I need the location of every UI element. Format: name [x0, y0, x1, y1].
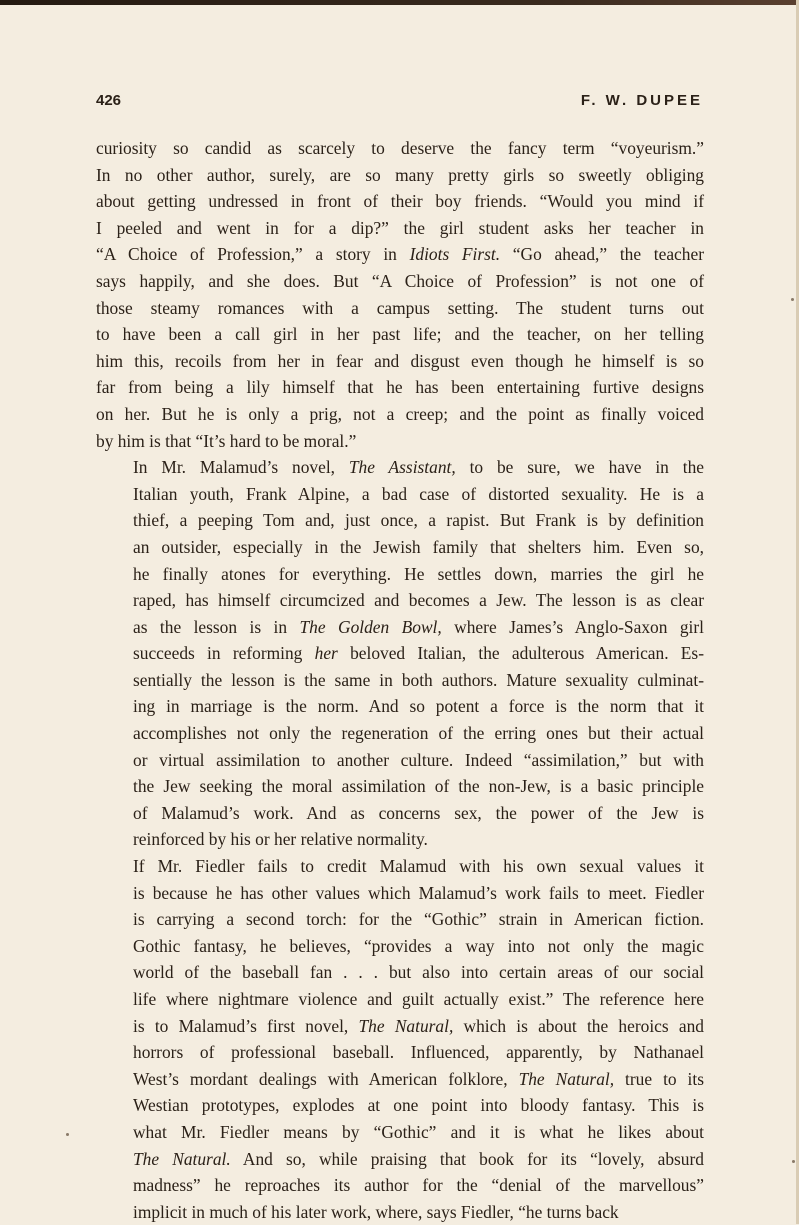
top-edge-rule [0, 0, 799, 5]
text-line [96, 880, 704, 907]
text-run: succeeds in reforming [133, 643, 315, 664]
text-line [96, 321, 704, 348]
italic-title: The Natural, [518, 1068, 615, 1089]
text-run: sentially the lesson is the same in both authors. Mature sexuality culminat- [133, 669, 704, 690]
text-run: those steamy romances with a campus setting. The student turns out [96, 297, 704, 318]
page-speck [792, 1160, 795, 1163]
text-run: him this, recoils from her in fear and disgust even though he himself is so [96, 350, 704, 371]
italic-title: her [314, 643, 338, 664]
text-run: In no other author, surely, are so many pretty girls so sweetly obliging [96, 164, 704, 185]
running-head [96, 92, 703, 114]
text-line [96, 188, 704, 215]
text-line [96, 1092, 704, 1119]
text-line [96, 268, 704, 295]
italic-title: The Natural, [358, 1015, 454, 1036]
text-run: which is about the heroics and [453, 1015, 704, 1036]
text-line [96, 241, 704, 268]
text-line [96, 933, 704, 960]
text-line [96, 401, 704, 428]
text-line [96, 906, 704, 933]
text-run: by him is that “It’s hard to be moral.” [96, 430, 357, 451]
text-line [96, 747, 704, 774]
text-run: I peeled and went in for a dip?” the girl student asks her teacher in [96, 217, 704, 238]
text-line [96, 614, 704, 641]
text-run: as the lesson is in [133, 616, 300, 637]
text-run: where James’s Anglo-Saxon girl [441, 616, 704, 637]
text-line [96, 454, 704, 481]
text-line [96, 693, 704, 720]
text-run: And so, while praising that book for its “lovely, absurd [230, 1148, 704, 1169]
text-run: true to its [614, 1068, 704, 1089]
text-line [96, 507, 704, 534]
text-run: In Mr. Malamud’s novel, [133, 457, 349, 478]
text-line [96, 534, 704, 561]
text-run: says happily, and she does. But “A Choice of Profession” is not one of [96, 270, 704, 291]
text-line [96, 374, 704, 401]
text-run: is because he has other values which Malamud’s work fails to meet. Fiedler [133, 882, 704, 903]
text-line [96, 1039, 704, 1066]
text-line [96, 667, 704, 694]
text-line [96, 295, 704, 322]
text-line [96, 853, 704, 880]
page-number: 426 [96, 92, 122, 109]
text-line [96, 826, 704, 853]
text-run: he finally atones for everything. He settles down, marries the girl he [133, 563, 704, 584]
text-run: far from being a lily himself that he has been entertaining furtive designs [96, 377, 704, 398]
text-run: curiosity so candid as scarcely to deserve the fancy term “voyeurism.” [96, 138, 704, 158]
text-line [96, 215, 704, 242]
running-head-author: F. W. DUPEE [580, 92, 703, 109]
text-line [96, 640, 704, 667]
italic-title: The Golden Bowl, [299, 616, 442, 637]
text-run: of Malamud’s work. And as concerns sex, the power of the Jew is [133, 802, 704, 823]
text-run: beloved Italian, the adulterous American. Es- [337, 643, 704, 664]
text-run: to have been a call girl in her past life; and the teacher, on her telling [96, 324, 704, 345]
paragraph [96, 853, 704, 1225]
text-line [96, 773, 704, 800]
page-speck [791, 298, 794, 301]
text-run: to be sure, we have in the [455, 457, 704, 478]
text-line [96, 1066, 704, 1093]
text-line [96, 481, 704, 508]
text-run: is to Malamud’s first novel, [133, 1015, 359, 1036]
text-line [96, 135, 704, 162]
text-run: madness” he reproaches its author for the “denial of the marvellous” [133, 1175, 704, 1196]
text-run: West’s mordant dealings with American folklore, [133, 1068, 519, 1089]
italic-title: The Assistant, [348, 457, 456, 478]
text-run: or virtual assimilation to another culture. Indeed “assimilation,” but with [133, 749, 704, 770]
text-line [96, 587, 704, 614]
text-run: “Go ahead,” the teacher [500, 244, 704, 265]
page-speck [66, 1133, 69, 1136]
text-line [96, 1199, 704, 1225]
text-run: horrors of professional baseball. Influenced, apparently, by Nathanael [133, 1042, 704, 1063]
text-run: the Jew seeking the moral assimilation of the non-Jew, is a basic principle [133, 776, 704, 797]
text-line [96, 561, 704, 588]
text-run: raped, has himself circumcized and becomes a Jew. The lesson is as clear [133, 590, 704, 611]
paragraph [96, 135, 704, 454]
italic-title: Idiots First. [409, 244, 501, 265]
text-run: is carrying a second torch: for the “Gothic” strain in American fiction. [133, 909, 704, 930]
text-run: on her. But he is only a prig, not a creep; and the point as finally voiced [96, 403, 704, 424]
text-run: Gothic fantasy, he believes, “provides a way into not only the magic [133, 935, 704, 956]
text-run: what Mr. Fiedler means by “Gothic” and it is what he likes about [133, 1121, 704, 1142]
text-run: Italian youth, Frank Alpine, a bad case of distorted sexuality. He is a [133, 483, 704, 504]
text-line [96, 1013, 704, 1040]
text-line [96, 1119, 704, 1146]
text-run: Westian prototypes, explodes at one point into bloody fantasy. This is [133, 1095, 704, 1116]
text-run: “A Choice of Profession,” a story in [96, 244, 410, 265]
text-run: world of the baseball fan . . . but also into certain areas of our social [133, 962, 704, 983]
italic-title: The Natural. [133, 1148, 231, 1169]
text-run: an outsider, especially in the Jewish family that shelters him. Even so, [133, 536, 704, 557]
text-line [96, 162, 704, 189]
text-run: If Mr. Fiedler fails to credit Malamud with his own sexual values it [133, 856, 704, 877]
text-line [96, 1172, 704, 1199]
text-run: life where nightmare violence and guilt actually exist.” The reference here [133, 989, 704, 1009]
text-line [96, 1146, 704, 1173]
text-run: thief, a peeping Tom and, just once, a rapist. But Frank is by definition [133, 510, 704, 531]
text-run: about getting undressed in front of their boy friends. “Would you mind if [96, 191, 704, 212]
text-line [96, 428, 704, 455]
text-run: accomplishes not only the regeneration of the erring ones but their actual [133, 723, 704, 744]
text-line [96, 720, 704, 747]
text-line [96, 959, 704, 986]
text-line [96, 348, 704, 375]
paragraph [96, 454, 704, 853]
text-run: implicit in much of his later work, where, says Fiedler, “he turns back [133, 1201, 619, 1222]
body-text [96, 135, 704, 1225]
text-run: reinforced by his or her relative normality. [133, 829, 428, 850]
text-line [96, 986, 704, 1013]
text-line [96, 800, 704, 827]
text-run: ing in marriage is the norm. And so potent a force is the norm that it [133, 696, 704, 717]
